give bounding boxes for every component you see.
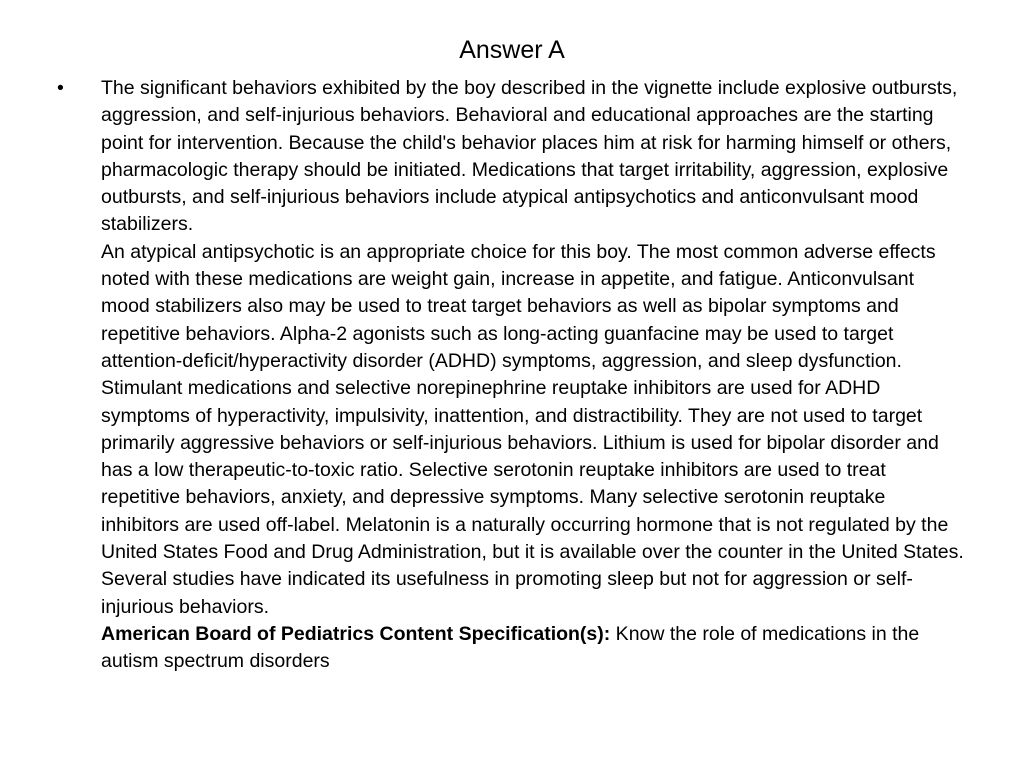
content-specification-label: American Board of Pediatrics Content Specification(s): <box>101 622 611 645</box>
slide-title: Answer A <box>459 36 565 64</box>
paragraph-other-medications: Stimulant medications and selective norepinephrine reuptake inhibitors are used for ADHD symptoms of hyperactivity, impulsivity, inattention, and distractibility. They are not used to target primarily aggressive behaviors or self-injurious behaviors. Lithium is used for bipolar disorder and has a low therapeutic-to-toxic ratio. Selective serotonin reuptake inhibitors are used to treat repetitive behaviors, anxiety, and depressive symptoms. Many selective serotonin reuptake inhibitors are used off-label. Melatonin is a naturally occurring hormone that is not regulated by the United States Food and Drug Administration, but it is available over the counter in the United States. Several studies have indicated its usefulness in promoting sleep but not for aggression or self-injurious behaviors. <box>101 377 964 618</box>
bullet-icon: • <box>57 77 64 99</box>
content-specification-text: Know the role of medications in the autism spectrum disorders <box>101 622 920 673</box>
paragraph-behaviors: The significant behaviors exhibited by the boy described in the vignette include explosive outbursts, aggression, and self-injurious behaviors. Behavioral and educational approaches are the starting point for intervention. Because the child's behavior places him at risk for harming himself or others, pharmacologic therapy should be initiated. Medications that target irritability, aggression, explosive outbursts, and self-injurious behaviors include atypical antipsychotics and anticonvulsant mood stabilizers. <box>101 77 958 236</box>
paragraph-atypical-antipsychotic: An atypical antipsychotic is an appropriate choice for this boy. The most common adverse effects noted with these medications are weight gain, increase in appetite, and fatigue. Anticonvulsant mood stabilizers also may be used to treat target behaviors as well as bipolar symptoms and repetitive behaviors. Alpha-2 agonists such as long-acting guanfacine may be used to target attention-deficit/hyperactivity disorder (ADHD) symptoms, aggression, and sleep dysfunction. <box>101 240 936 372</box>
content-specification <box>101 621 967 676</box>
answer-explanation <box>101 75 967 676</box>
